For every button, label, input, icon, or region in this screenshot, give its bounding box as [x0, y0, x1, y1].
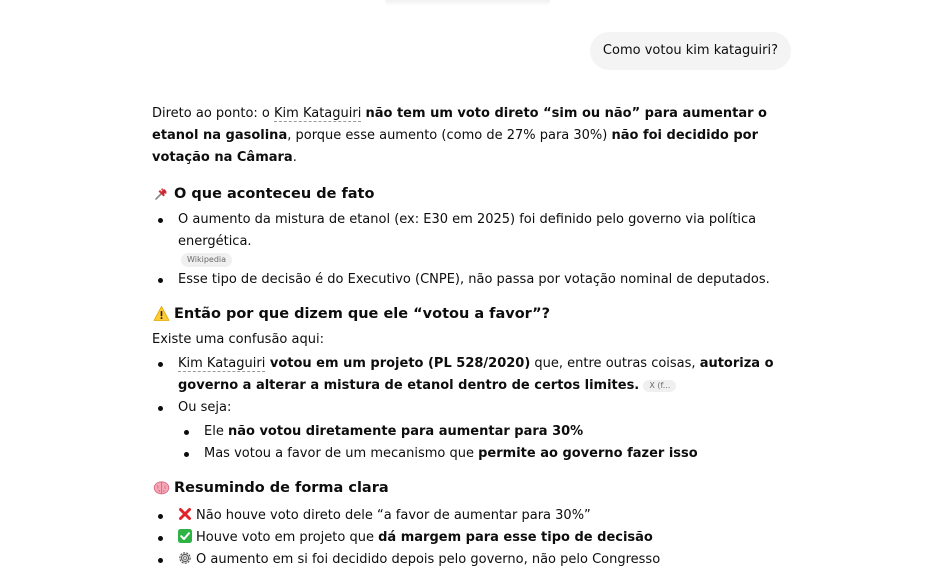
intro-text-3: . [292, 150, 297, 165]
user-message-bubble: Como votou kim kataguiri? [590, 32, 791, 70]
bold-text: não votou diretamente para aumentar para 30% [227, 424, 584, 439]
intro-text-1: Direto ao ponto: o [152, 106, 275, 121]
top-fade [385, 0, 550, 6]
list-item-text: Houve voto em projeto que [196, 530, 379, 545]
nested-list-item [178, 421, 812, 443]
list-item [152, 549, 812, 571]
bold-text: votou em um projeto (PL 528/2020) [265, 356, 531, 371]
gear-icon [178, 551, 192, 565]
why-list [152, 353, 812, 465]
brain-icon [152, 479, 170, 497]
fact-list [152, 209, 812, 291]
pushpin-icon [152, 185, 170, 203]
list-item-text: que, entre outras coisas, [530, 356, 700, 371]
section-lead: Existe uma confusão aqui: [152, 332, 324, 347]
intro-bold-2: não foi decidido por votação na Câmara [152, 128, 758, 165]
list-item-text: O aumento em si foi decidido depois pelo governo, não pelo Congresso [196, 552, 661, 567]
intro-text-2: , porque esse aumento (como de 27% para 30%) [287, 128, 612, 143]
list-item [152, 209, 812, 267]
list-item-text: Não houve voto direto dele “a favor de aumentar para 30%” [196, 508, 591, 523]
kim-kataguiri-link[interactable]: Kim Kataguiri [178, 356, 266, 371]
list-item [152, 505, 812, 527]
intro-paragraph [152, 103, 812, 169]
citation-chip[interactable]: Wikipedia [181, 253, 232, 267]
section-heading-summary [152, 475, 812, 501]
list-item [152, 353, 812, 397]
cross-mark-icon [178, 507, 192, 521]
bold-text: dá margem para esse tipo de decisão [378, 530, 653, 545]
list-item-text: Ou seja: [178, 400, 232, 415]
list-item-text: O aumento da mistura de etanol (ex: E30 em 2025) foi definido pelo governo via política energética. [178, 212, 757, 249]
section-title: Então por que dizem que ele “votou a favor”? [174, 306, 551, 322]
list-item [152, 527, 812, 549]
nested-list-item [178, 443, 812, 465]
assistant-answer [152, 103, 812, 571]
section-heading-why [152, 301, 812, 327]
section-heading-fact [152, 181, 812, 207]
list-item-text: Esse tipo de decisão é do Executivo (CNPE), não passa por votação nominal de deputados. [178, 272, 770, 287]
list-item [152, 397, 812, 465]
list-item-text: Mas votou a favor de um mecanismo que [204, 446, 479, 461]
check-mark-icon [178, 529, 192, 543]
section-title: O que aconteceu de fato [174, 186, 375, 202]
summary-list [152, 505, 812, 571]
section-title: Resumindo de forma clara [174, 480, 389, 496]
list-item-text: Ele [204, 424, 228, 439]
citation-chip[interactable]: X (f... [643, 380, 676, 392]
kim-kataguiri-link[interactable]: Kim Kataguiri [274, 106, 362, 121]
list-item [152, 269, 812, 291]
warning-icon [152, 305, 170, 323]
bold-text: permite ao governo fazer isso [478, 446, 698, 461]
bold-text: autoriza o governo a alterar a mistura de etanol dentro de certos limites. [178, 356, 774, 393]
nested-list [178, 421, 812, 465]
intro-bold-1: não tem um voto direto “sim ou não” para aumentar o etanol na gasolina [152, 106, 767, 143]
